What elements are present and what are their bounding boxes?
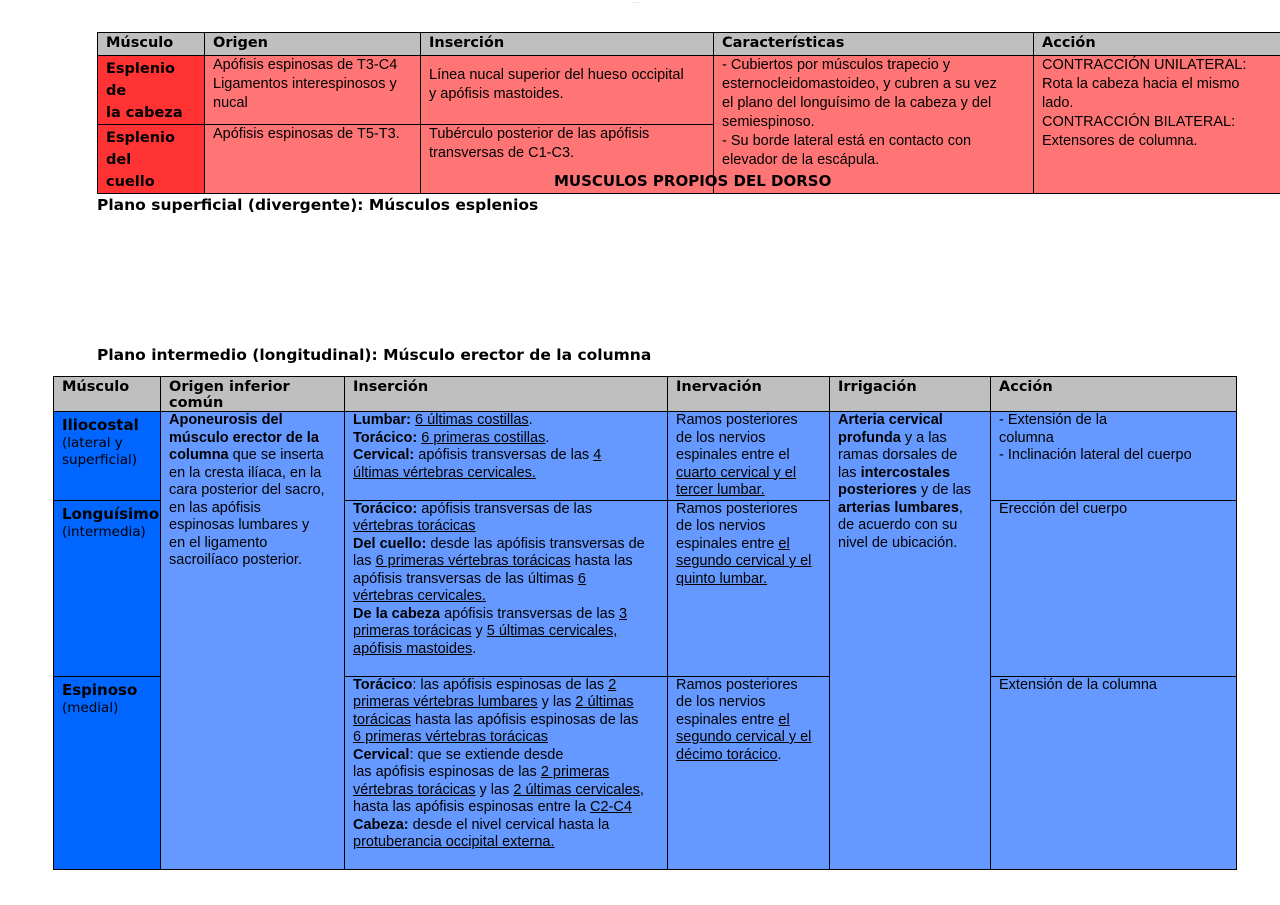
- innervation-cell: Ramos posteriores de los nervios espinales entre el segundo cervical y el décimo torácico.: [668, 676, 830, 869]
- table-header-row: [98, 33, 1280, 56]
- insertion-cell: Torácico: las apófisis espinosas de las 2 primeras vértebras lumbares y las 2 últimas torácicas hasta las apófisis espinosas de las 6 primeras vértebras torácicas Cervical: que se extiende desde las apófisis espinosas de las 2 primeras vértebras torácicas y las 2 últimas cervicales, hasta las apófisis espinosas entre la C2-C4 Cabeza: desde el nivel cervical hasta la protuberancia occipital externa.: [345, 676, 668, 869]
- header-muscle: Músculo: [98, 33, 205, 56]
- origin-cell: Aponeurosis del músculo erector de la columna que se inserta en la cresta ilíaca, en la cara posterior del sacro, en las apófisis espinosas lumbares y en el ligamento sacroilíaco posterior.: [161, 412, 345, 870]
- insertion-cell: Tubérculo posterior de las apófisis transversas de C1-C3.: [421, 125, 714, 194]
- characteristics-cell: - Cubiertos por músculos trapecio y esternocleidomastoideo, y cubren a su vez el plano del longuísimo de la cabeza y del semiespinoso. - Su borde lateral está en contacto con elevador de la escápula.: [714, 56, 1034, 194]
- erector-spinae-table: [53, 376, 1237, 870]
- irrigation-cell: Arteria cervical profunda y a las ramas dorsales de las intercostales posteriores y de las arterias lumbares, de acuerdo con su nivel de ubicación.: [830, 412, 991, 870]
- table-row: [54, 412, 1237, 501]
- header-origin: Origen: [205, 33, 421, 56]
- header-insertion: Inserción: [421, 33, 714, 56]
- header-muscle: Músculo: [54, 377, 161, 412]
- insertion-cell: Torácico: apófisis transversas de las vértebras torácicas Del cuello: desde las apófisis transversas de las 6 primeras vértebras torácicas hasta las apófisis transversas de las últimas 6 vértebras cervicales. De la cabeza apófisis transversas de las 3 primeras torácicas y 5 últimas cervicales, apófisis mastoides.: [345, 500, 668, 676]
- section-title-superficial: Plano superficial (divergente): Músculos esplenios: [97, 196, 539, 214]
- muscle-cell: Iliocostal (lateral y superficial): [54, 412, 161, 501]
- muscle-cell: Espinoso (medial): [54, 676, 161, 869]
- innervation-cell: Ramos posteriores de los nervios espinales entre el segundo cervical y el quinto lumbar.: [668, 500, 830, 676]
- insertion-cell: Lumbar: 6 últimas costillas. Torácico: 6 primeras costillas. Cervical: apófisis transversas de las 4 últimas vértebras cervicales.: [345, 412, 668, 501]
- header-origin: Origen inferior común: [161, 377, 345, 412]
- table-header-row: [54, 377, 1237, 412]
- muscle-cell: Esplenio de la cabeza: [98, 56, 205, 125]
- muscle-cell: Esplenio del cuello: [98, 125, 205, 194]
- origin-cell: Apófisis espinosas de T5-T3.: [205, 125, 421, 194]
- action-cell: CONTRACCIÓN UNILATERAL: Rota la cabeza hacia el mismo lado. CONTRACCIÓN BILATERAL: Extensores de columna.: [1034, 56, 1280, 194]
- insertion-cell: Línea nucal superior del hueso occipital y apófisis mastoides.: [421, 56, 714, 125]
- page-title: MUSCULOS PROPIOS DEL DORSO: [554, 172, 832, 190]
- action-cell: Erección del cuerpo: [991, 500, 1237, 676]
- muscle-cell: Longuísimo (intermedia): [54, 500, 161, 676]
- header-innervation: Inervación: [668, 377, 830, 412]
- table-row: [98, 56, 1280, 125]
- header-characteristics: Características: [714, 33, 1034, 56]
- origin-cell: Apófisis espinosas de T3-C4 Ligamentos interespinosos y nucal: [205, 56, 421, 125]
- header-irrigation: Irrigación: [830, 377, 991, 412]
- splenius-table: [97, 32, 1280, 194]
- header-action: Acción: [1034, 33, 1280, 56]
- innervation-cell: Ramos posteriores de los nervios espinales entre el cuarto cervical y el tercer lumbar.: [668, 412, 830, 501]
- section-title-intermediate: Plano intermedio (longitudinal): Músculo erector de la columna: [97, 346, 652, 364]
- action-cell: - Extensión de la columna - Inclinación lateral del cuerpo: [991, 412, 1237, 501]
- header-insertion: Inserción: [345, 377, 668, 412]
- action-cell: Extensión de la columna: [991, 676, 1237, 869]
- header-action: Acción: [991, 377, 1237, 412]
- header-mark: ~~~: [632, 0, 640, 5]
